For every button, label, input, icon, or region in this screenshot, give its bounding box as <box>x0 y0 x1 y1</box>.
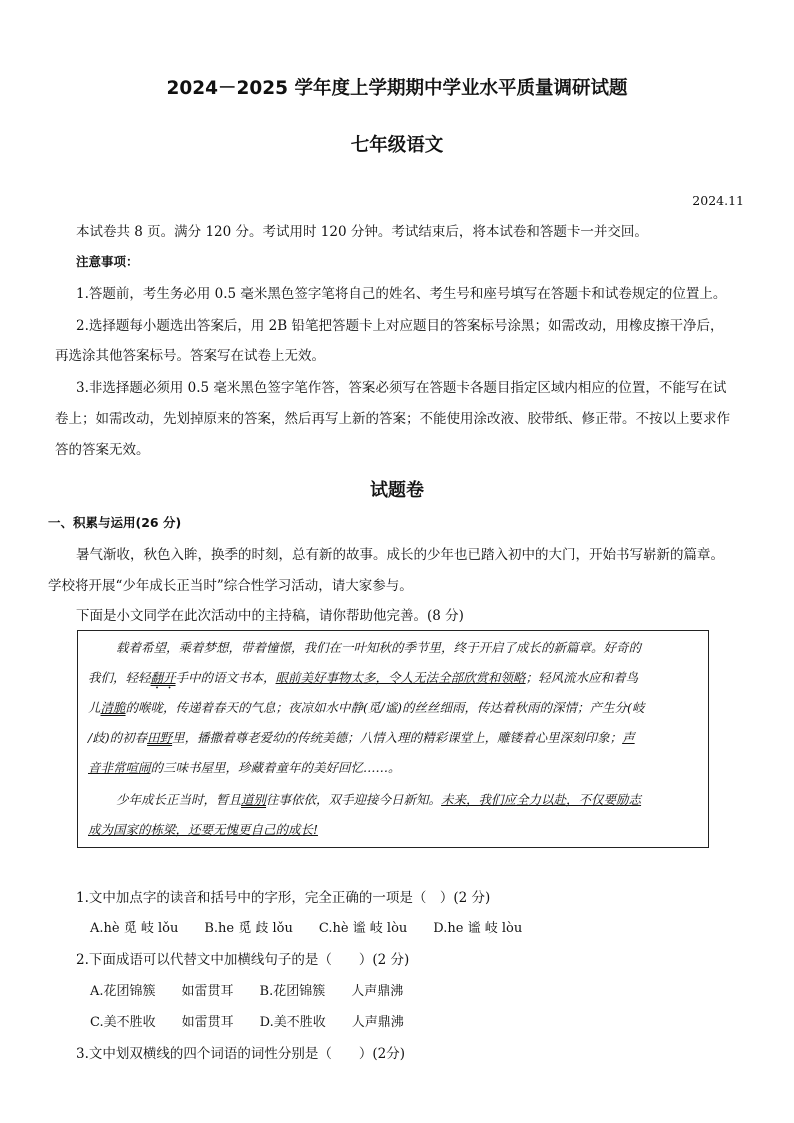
text: ；轻风流水应和着鸟 <box>525 670 639 685</box>
host-script-box <box>77 630 709 848</box>
notice-title: 注意事项： <box>76 254 139 269</box>
notice-2a: 2.选择题每小题选出答案后，用 2B 铅笔把答题卡上对应题目的答案标号涂黑；如需改动，用橡皮擦干净后， <box>76 318 724 334</box>
text: 手中的语文书本， <box>175 670 276 685</box>
text: 往事依依，双手迎接今日新知。 <box>266 792 442 807</box>
text: /歧)的初春 <box>88 730 148 745</box>
word-tianye: 田野 <box>147 730 173 745</box>
para-3: 下面是小文同学在此次活动中的主持稿，请你帮助他完善。(8 分) <box>76 608 464 624</box>
box-line-7: 成为国家的栋梁，还要无愧更自己的成长! <box>88 822 319 837</box>
para-2: 学校将开展“少年成长正当时”综合性学习活动，请大家参与。 <box>48 578 413 594</box>
para-1: 暑气渐收，秋色入眸，换季的时刻，总有新的故事。成长的少年也已踏入初中的大门，开始书写崭新的篇章。 <box>76 547 724 563</box>
text: 里，播撒着尊老爱幼的传统美德；八情入理的精彩课堂上，雕镂着心里深刻印象； <box>172 730 623 745</box>
box-line-4 <box>88 729 700 747</box>
subject-title: 七年级语文 <box>350 135 444 156</box>
underlined-sentence-2a: 声 <box>622 730 635 745</box>
question-2-options-cd: C.美不胜收 如雷贯耳 D.美不胜收 人声鼎沸 <box>90 1015 404 1030</box>
text: 我们，轻轻 <box>88 670 151 685</box>
part1-heading: 一、积累与运用(26 分) <box>48 515 182 530</box>
box-line-6 <box>116 791 728 809</box>
text: 少年成长正当时，暂且 <box>116 792 242 807</box>
underlined-sentence-3a: 未来，我们应全力以赴，不仅要励志 <box>441 792 642 807</box>
box-line-5 <box>88 759 700 777</box>
box-line-1: 载着希望，乘着梦想，带着憧憬，我们在一叶知秋的季节里，终于开启了成长的新篇章。好奇的 <box>116 640 642 655</box>
question-2: 2.下面成语可以代替文中加横线句子的是（ ）(2 分) <box>76 952 410 968</box>
question-1-options: A.hè 觅 岐 lǒu B.he 觅 歧 lǒu C.hè 谧 岐 lòu D.he 谧 岐 lòu <box>90 921 523 936</box>
section-title: 试题卷 <box>370 480 424 501</box>
text: 的三味书屋里，珍藏着童年的美好回忆……。 <box>150 760 401 775</box>
intro-line: 本试卷共 8 页。满分 120 分。考试用时 120 分钟。考试结束后，将本试卷和答题卡一并交回。 <box>76 224 648 240</box>
notice-3c: 答的答案无效。 <box>55 442 150 458</box>
underlined-sentence-2b: 音非常喧闹 <box>88 760 151 775</box>
word-fankai: 翻开 <box>150 670 176 685</box>
notice-3a: 3.非选择题必须用 0.5 毫米黑色签字笔作答，答案必须写在答题卡各题目指定区域内相应的位置，不能写在试 <box>76 380 727 396</box>
word-qingcui: 清脆 <box>100 700 126 715</box>
text: 儿 <box>88 700 101 715</box>
notice-1: 1.答题前，考生务必用 0.5 毫米黑色签字笔将自己的姓名、考生号和座号填写在答题卡和试卷规定的位置上。 <box>76 286 727 302</box>
exam-date: 2024.11 <box>692 193 744 208</box>
question-2-options-ab: A.花团锦簇 如雷贯耳 B.花团锦簇 人声鼎沸 <box>90 984 404 999</box>
text: 的喉咙，传递着春天的气息；夜凉如水中静(觅/谧)的丝丝细雨，传达着秋雨的深情；产生分(岐 <box>125 700 645 715</box>
notice-2b: 再选涂其他答案标号。答案写在试卷上无效。 <box>55 348 325 364</box>
word-daobie: 道别 <box>241 792 267 807</box>
exam-title: 2024－2025 学年度上学期期中学业水平质量调研试题 <box>166 78 628 99</box>
question-3: 3.文中划双横线的四个词语的词性分别是（ ）(2分) <box>76 1046 406 1062</box>
notice-3b: 卷上；如需改动，先划掉原来的答案，然后再写上新的答案；不能使用涂改液、胶带纸、修正带。不按以上要求作 <box>55 411 730 427</box>
underlined-sentence-1: 眼前美好事物太多，令人无法全部欣赏和领略 <box>275 670 526 685</box>
question-1: 1.文中加点字的读音和括号中的字形，完全正确的一项是（ ）(2 分) <box>76 890 491 906</box>
box-line-2 <box>88 669 700 692</box>
box-line-3 <box>88 699 700 717</box>
